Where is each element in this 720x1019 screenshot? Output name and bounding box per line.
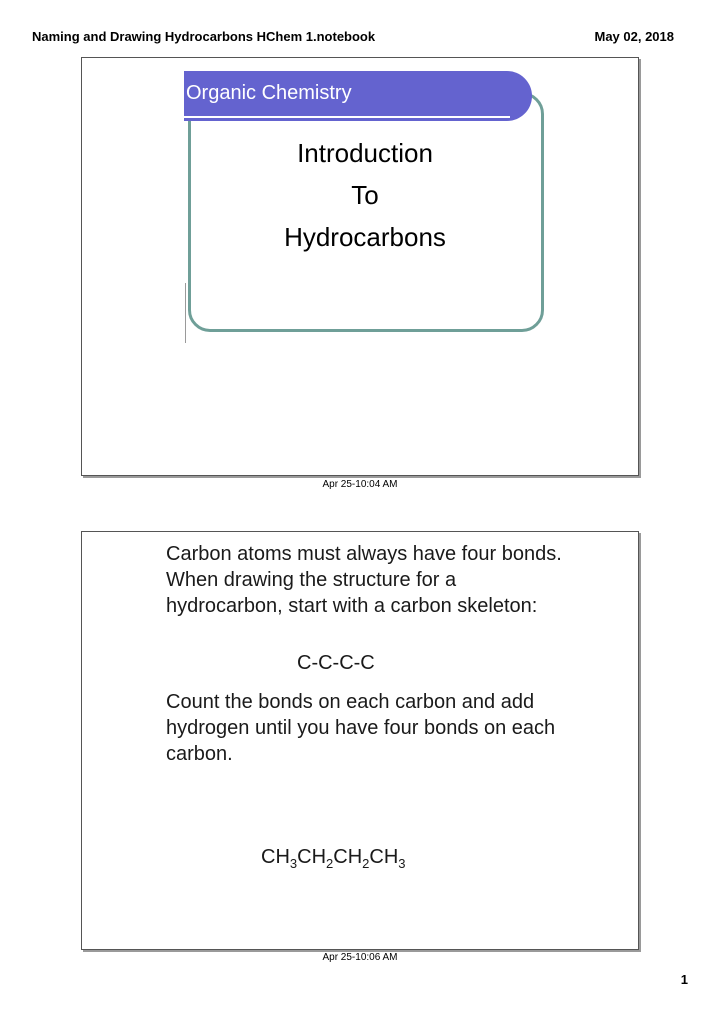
banner-underline: [184, 116, 510, 118]
banner-title: Organic Chemistry: [186, 82, 352, 104]
page-number: 1: [680, 972, 688, 987]
carbon-skeleton: C-C-C-C: [297, 652, 375, 674]
slide-2-timestamp: Apr 25-10:06 AM: [322, 952, 398, 963]
instruction-paragraph-1: Carbon atoms must always have four bonds. When drawing the structure for a hydrocarbon, start with a carbon skeleton:: [166, 543, 562, 617]
intro-line-1: Introduction: [297, 138, 433, 168]
title-card: [188, 92, 544, 332]
formula-part: CH: [297, 846, 327, 868]
formula-part: CH: [369, 846, 399, 868]
slide-1: [81, 57, 639, 476]
intro-line-3: Hydrocarbons: [284, 222, 446, 252]
slide-2: [81, 531, 639, 950]
butane-formula: [261, 846, 406, 871]
formula-subscript: 2: [326, 856, 334, 871]
formula-part: CH: [333, 846, 363, 868]
instruction-paragraph-2: Count the bonds on each carbon and add hydrogen until you have four bonds on each carbon.: [166, 691, 556, 765]
formula-subscript: 3: [398, 856, 406, 871]
intro-line-2: To: [351, 180, 379, 210]
document-title: Naming and Drawing Hydrocarbons HChem 1.notebook: [32, 29, 376, 44]
slide-1-timestamp: Apr 25-10:04 AM: [322, 479, 398, 490]
formula-subscript: 3: [289, 856, 298, 871]
document-date: May 02, 2018: [594, 29, 674, 44]
formula-subscript: 2: [362, 856, 370, 871]
decorative-rule: [185, 283, 186, 343]
formula-part: CH: [261, 846, 290, 868]
